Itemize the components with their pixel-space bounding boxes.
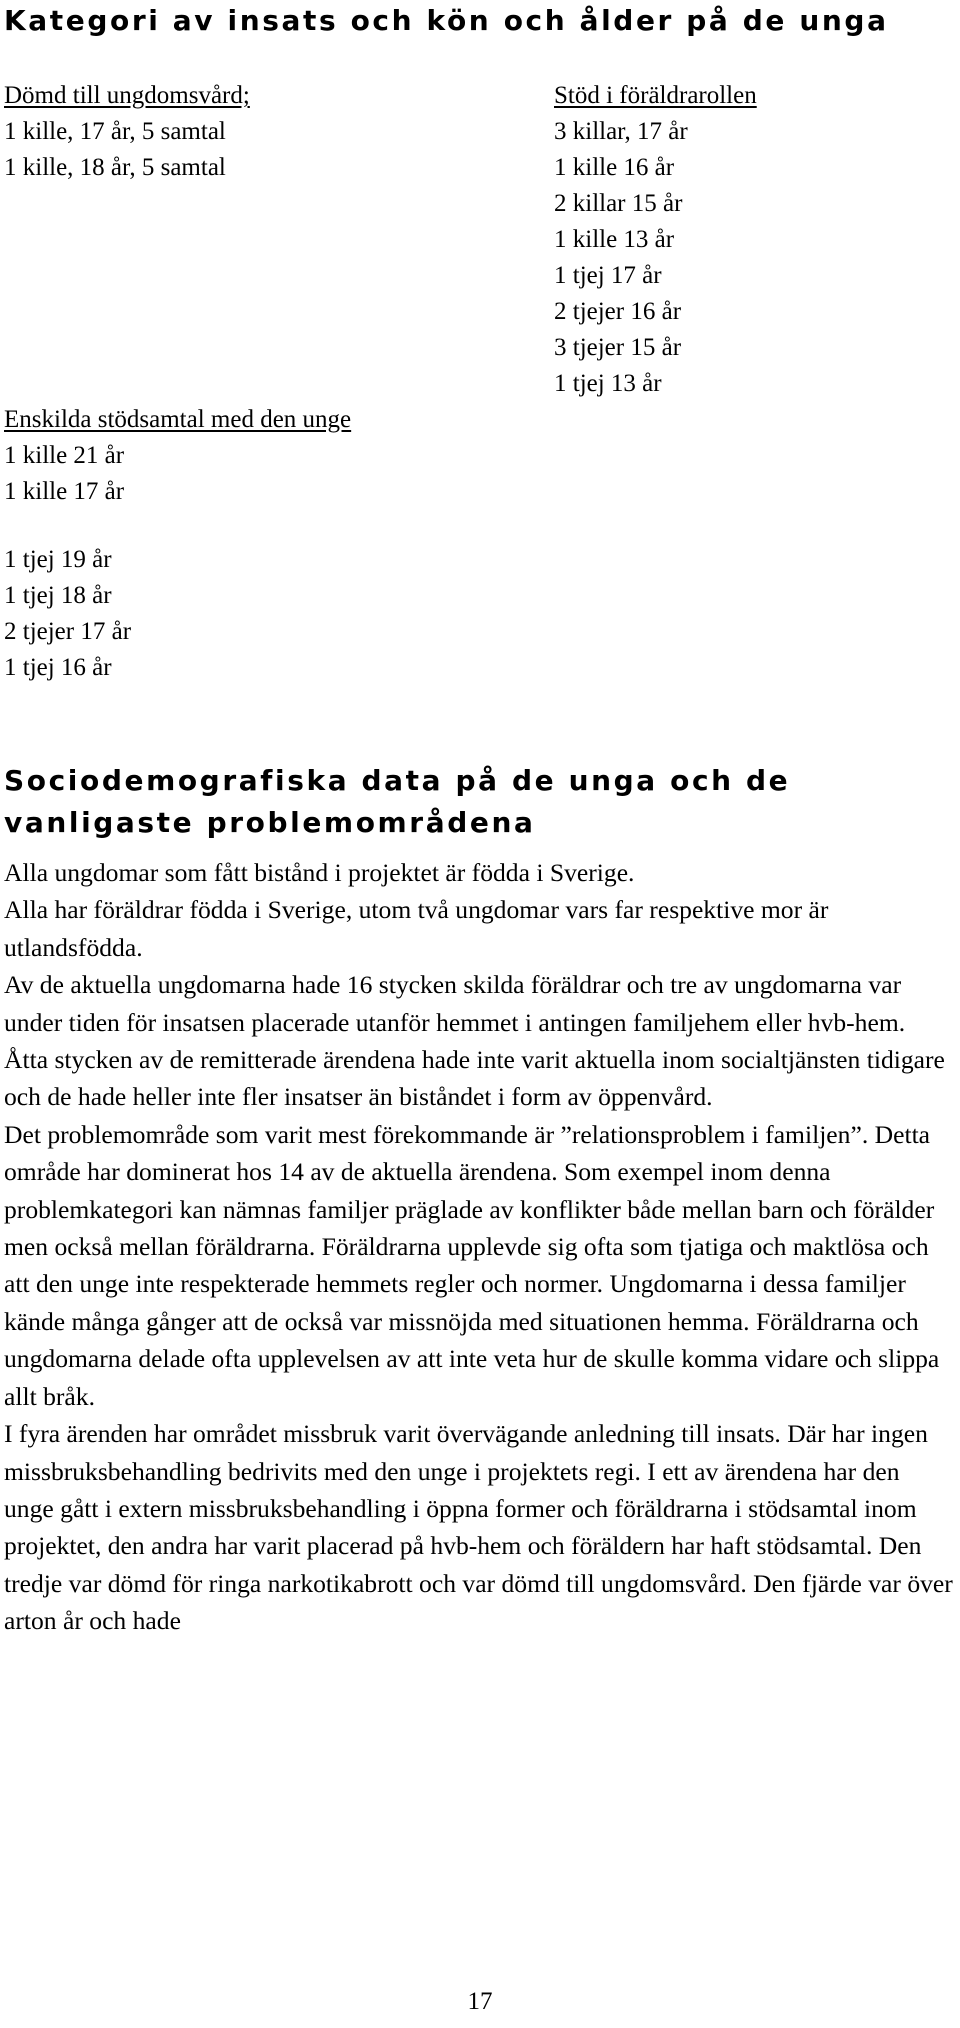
list-item: 1 tjej 13 år [554,370,662,397]
group1-title: Dömd till ungdomsvård; [4,82,250,109]
right-column [554,78,757,402]
list-item: 1 kille, 17 år, 5 samtal [4,118,226,145]
group2-title: Enskilda stödsamtal med den unge [4,406,352,433]
list-item: 1 tjej 17 år [554,262,662,289]
socio-heading-line1: Sociodemografiska data på de unga och de [4,764,791,797]
list-item: 2 killar 15 år [554,190,683,217]
paragraph: Av de aktuella ungdomarna hade 16 stycken skilda föräldrar och tre av ungdomarna var under tiden för insatsen placerade utanför hemmet i antingen familjehem eller hvb-hem. Åtta stycken av de remitterade ärendena hade inte varit aktuella inom socialtjänsten tidigare och de hade heller inte fler insatser än biståndet i form av öppenvård. [4,970,945,1112]
page-number: 17 [467,1988,493,2015]
list-item: 1 kille 21 år [4,442,125,469]
list-item: 1 kille 17 år [4,478,125,505]
list-item: 2 tjejer 16 år [554,298,682,325]
list-item: 1 kille, 18 år, 5 samtal [4,154,226,181]
paragraph: I fyra ärenden har området missbruk varit övervägande anledning till insats. Där har ingen missbruksbehandling bedrivits med den unge i projektets regi. I ett av ärendena har den unge gått i extern missbruksbehandling i öppna former och föräldrarna i stödsamtal inom projektet, den andra har varit placerad på hvb-hem och föräldern har haft stödsamtal. Den tredje var dömd för ringa narkotikabrott och var dömd till ungdomsvård. Den fjärde var över arton år och hade [4,1419,953,1636]
list-item: 2 tjejer 17 år [4,618,132,645]
category-heading: Kategori av insats och kön och ålder på de unga [4,4,889,37]
list-item: 1 tjej 18 år [4,582,112,609]
right-column-title: Stöd i föräldrarollen [554,82,757,109]
paragraph: Det problemområde som varit mest förekommande är ”relationsproblem i familjen”. Detta område har dominerat hos 14 av de aktuella ärendena. Som exempel inom denna problemkategori kan nämnas familjer präglade av konflikter både mellan barn och förälder men också mellan föräldrarna. Föräldrarna upplevde sig ofta som tjatiga och maktlösa och att den unge inte respekterade hemmets regler och normer. Ungdomarna i dessa familjer kände många gånger att de också var missnöjda med situationen hemma. Föräldrarna och ungdomarna delade ofta upplevelsen av att inte veta hur de skulle komma vidare och slippa allt bråk. [4,1119,940,1411]
body-text [4,854,954,1640]
list-item: 3 tjejer 15 år [554,334,682,361]
paragraph: Alla ungdomar som fått bistånd i projektet är födda i Sverige. [4,858,635,887]
list-item: 1 kille 13 år [554,226,675,253]
list-item: 3 killar, 17 år [554,118,688,145]
list-item: 1 tjej 16 år [4,654,112,681]
left-column [4,78,250,186]
paragraph: Alla har föräldrar födda i Sverige, utom två ungdomar vars far respektive mor är utlandsfödda. [4,895,829,962]
left-column-group2 [4,402,351,510]
list-item: 1 tjej 19 år [4,546,112,573]
list-item: 1 kille 16 år [554,154,675,181]
left-column-group2-girls [4,542,131,686]
socio-heading-line2: vanligaste problemområdena [4,806,536,839]
